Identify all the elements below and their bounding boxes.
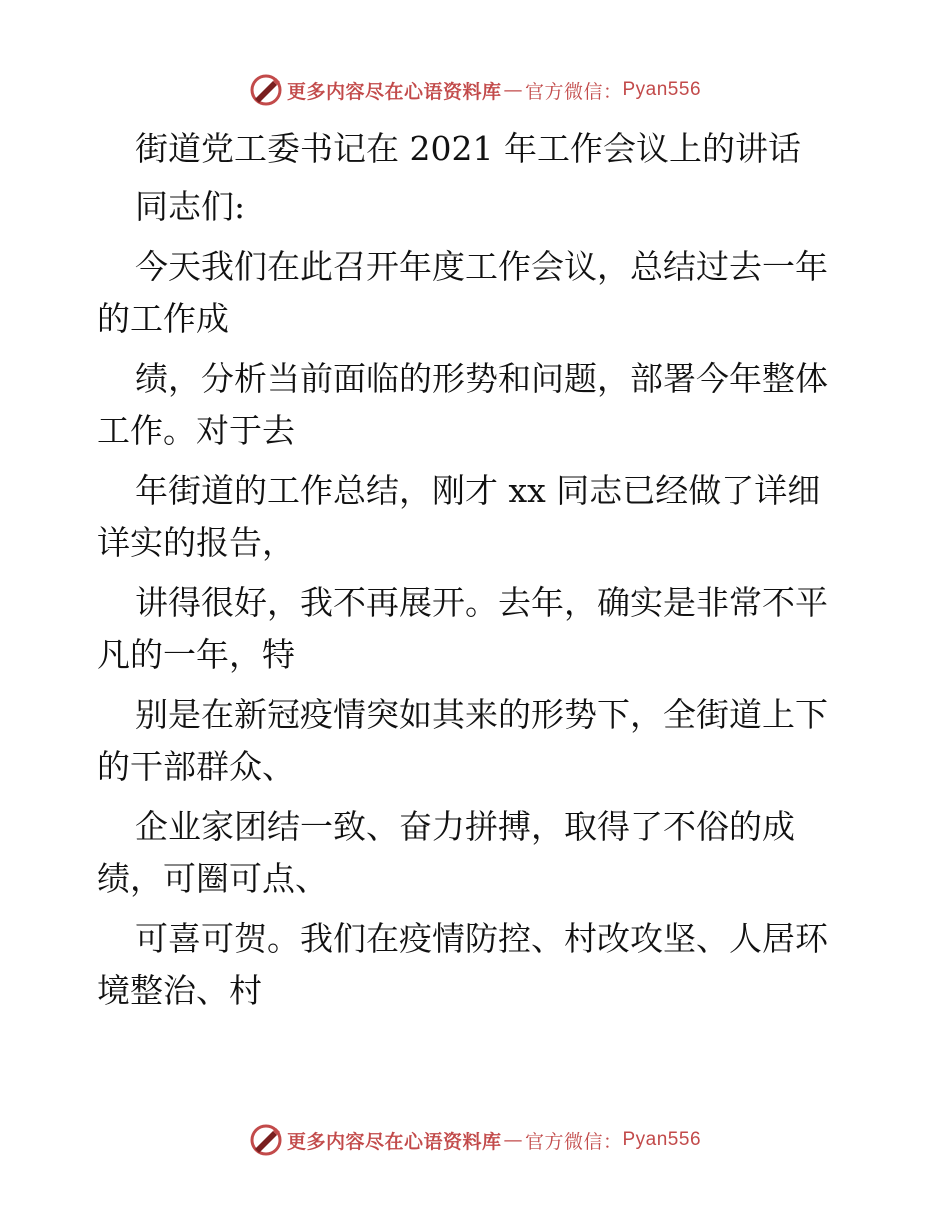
paragraph-line: 企业家团结一致、奋力拼搏，取得了不俗的成	[135, 807, 795, 846]
paragraph-line: 别是在新冠疫情突如其来的形势下，全街道上下	[135, 695, 828, 734]
watermark-site-name: 更多内容尽在心语资料库	[286, 1130, 502, 1153]
paragraph-line: 详实的报告，	[97, 523, 295, 562]
header-watermark	[0, 72, 950, 108]
paragraph-line: 讲得很好，我不再展开。去年，确实是非常不平	[135, 583, 828, 622]
watermark-dash: —	[503, 1129, 523, 1151]
paragraph-line: 的工作成	[97, 299, 229, 338]
watermark-dash: —	[503, 79, 523, 101]
paragraph-line: 可喜可贺。我们在疫情防控、村改攻坚、人居环	[135, 919, 828, 958]
paragraph-line: 年街道的工作总结，刚才 xx 同志已经做了详细	[135, 471, 821, 510]
paragraph-line: 工作。对于去	[97, 411, 295, 450]
document-title: 街道党工委书记在 2021 年工作会议上的讲话	[135, 129, 801, 168]
watermark-wechat-label: 官方微信：	[524, 81, 623, 103]
watermark-wechat-id: Pyan556	[622, 1129, 702, 1150]
watermark-site-name: 更多内容尽在心语资料库	[286, 80, 502, 103]
paragraph-line: 今天我们在此召开年度工作会议，总结过去一年	[135, 247, 828, 286]
paragraph-line: 境整治、村	[97, 971, 262, 1010]
paragraph-line: 凡的一年，特	[97, 635, 295, 674]
footer-watermark	[0, 1122, 950, 1158]
salutation: 同志们:	[135, 187, 246, 226]
paragraph-line: 绩，分析当前面临的形势和问题，部署今年整体	[135, 359, 828, 398]
document-body	[97, 120, 857, 1020]
pen-logo-icon	[249, 73, 283, 107]
watermark-wechat-id: Pyan556	[622, 79, 702, 100]
watermark-wechat-label: 官方微信：	[524, 1131, 623, 1153]
paragraph-line: 的干部群众、	[97, 747, 295, 786]
pen-logo-icon	[249, 1123, 283, 1157]
paragraph-line: 绩，可圈可点、	[97, 859, 328, 898]
